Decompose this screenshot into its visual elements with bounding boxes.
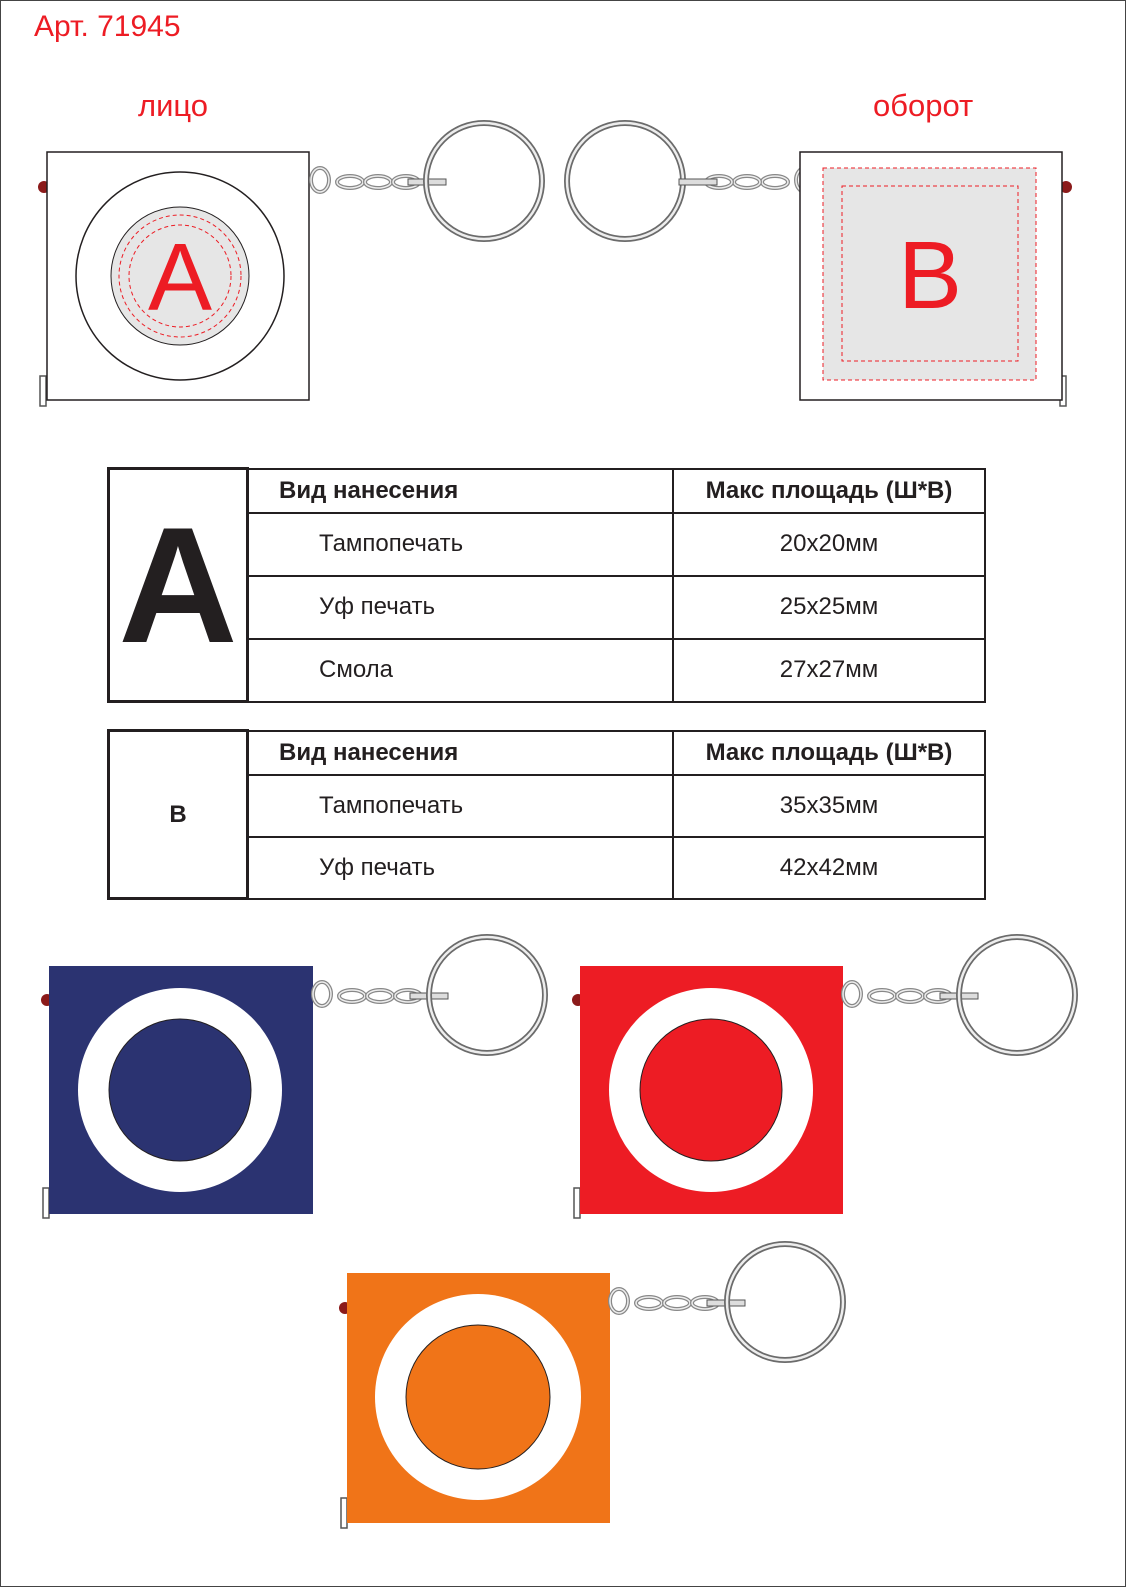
back-label: оборот bbox=[873, 88, 974, 123]
area-cell: 35x35мм bbox=[673, 775, 985, 837]
print-spec-table-b bbox=[107, 729, 986, 900]
method-header: Вид нанесения bbox=[248, 469, 674, 513]
back-keychain bbox=[567, 123, 1072, 406]
variant-blue bbox=[41, 937, 545, 1218]
front-label: лицо bbox=[138, 88, 209, 123]
method-cell: Смола bbox=[248, 639, 674, 702]
article-number: Арт. 71945 bbox=[34, 10, 181, 43]
area-cell: 42x42мм bbox=[673, 837, 985, 899]
method-cell: Тампопечать bbox=[248, 513, 674, 576]
method-cell: Тампопечать bbox=[248, 775, 674, 837]
print-spec-table-a bbox=[107, 467, 986, 703]
tape-hook bbox=[40, 376, 46, 406]
front-keychain bbox=[38, 123, 542, 406]
area-cell: 20x20мм bbox=[673, 513, 985, 576]
method-cell: Уф печать bbox=[248, 576, 674, 639]
zone-b-letter: B bbox=[897, 222, 963, 329]
table-b-letter: B bbox=[109, 731, 248, 899]
area-cell: 25x25мм bbox=[673, 576, 985, 639]
method-header: Вид нанесения bbox=[248, 731, 674, 775]
area-cell: 27x27мм bbox=[673, 639, 985, 702]
area-header: Макс площадь (Ш*В) bbox=[673, 731, 985, 775]
zone-a-letter: A bbox=[147, 224, 213, 331]
variant-orange bbox=[339, 1244, 843, 1528]
method-cell: Уф печать bbox=[248, 837, 674, 899]
area-header: Макс площадь (Ш*В) bbox=[673, 469, 985, 513]
variant-red bbox=[572, 937, 1075, 1218]
table-a-letter: A bbox=[109, 469, 248, 702]
